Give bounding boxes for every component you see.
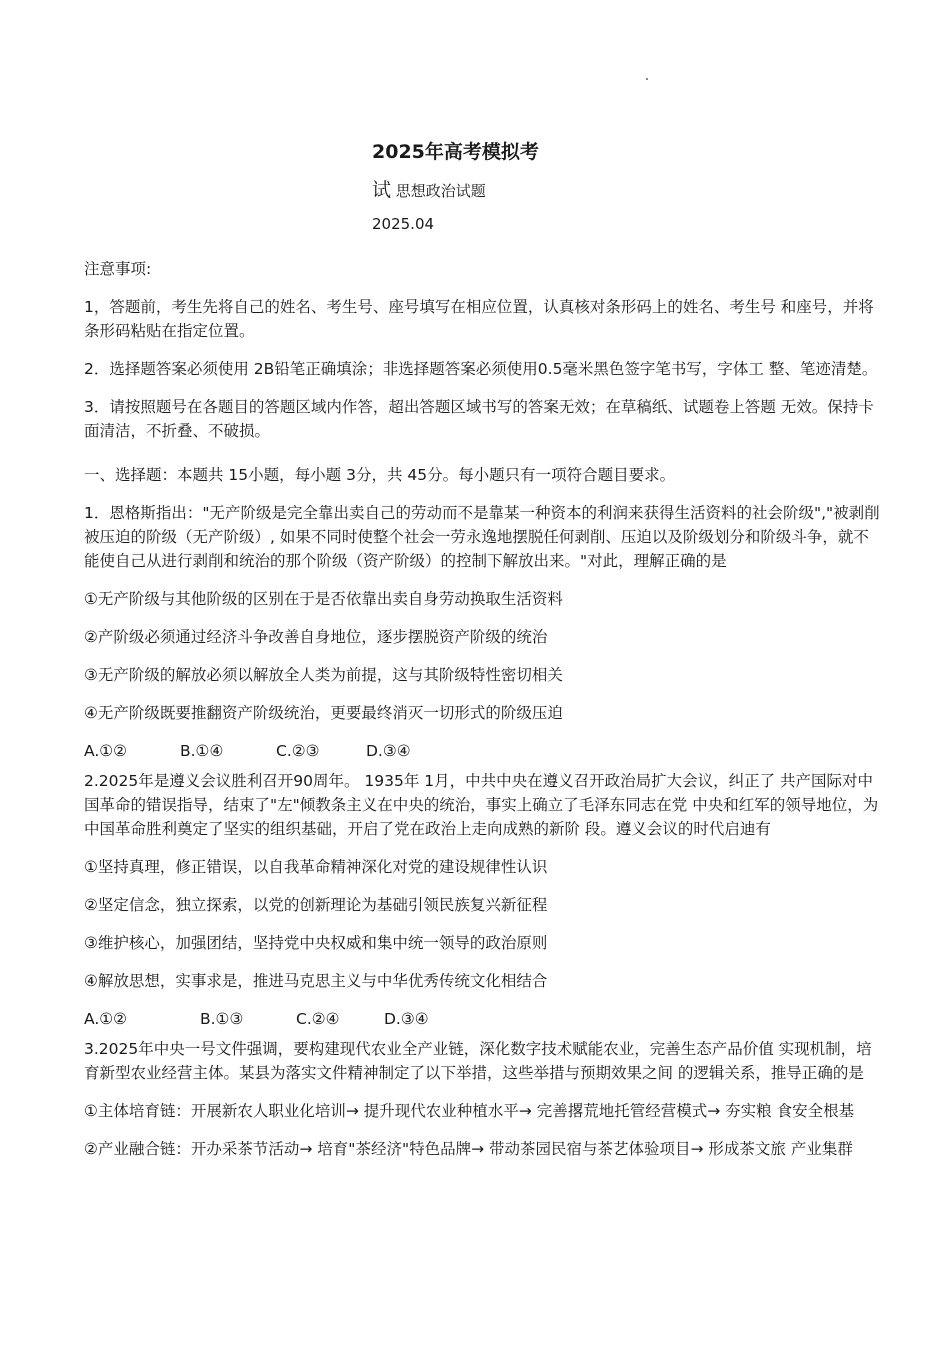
question-1-option-1: ①无产阶级与其他阶级的区别在于是否依靠出卖自身劳动换取生活资料 <box>84 590 563 608</box>
question-2-option-1: ①坚持真理，修正错误，以自我革命精神深化对党的建设规律性认识 <box>84 858 548 876</box>
choice-c: C.②③ <box>276 742 320 760</box>
notice-heading: 注意事项: <box>84 260 152 278</box>
question-3-stem: 3.2025年中央一号文件强调，要构建现代农业全产业链，深化数字技术赋能农业，完善生态产品价值 实现机制，培育新型农业经营主体。某县为落实文件精神制定了以下举措，这些举措与预期效果之间 的逻辑关系，推导正确的是 <box>84 1040 872 1082</box>
document-body <box>84 257 884 1175</box>
question-1-choices <box>84 739 884 763</box>
title-block <box>372 138 539 235</box>
page-title: 2025年高考模拟考 <box>372 141 539 163</box>
question-2-stem: 2.2025年是遵义会议胜利召开90周年。 1935年 1月，中共中央在遵义召开政治局扩大会议，纠正了 共产国际对中国革命的错误指导，结束了"左"倾教条主义在中央的统治，事实上确立了毛泽东同志在党 中央和红军的领导地位，为中国革命胜利奠定了坚实的组织基础，开启了党在政治上走向成熟的新阶 段。遵义会议的时代启迪有 <box>84 772 879 838</box>
section-heading: 一、选择题：本题共 15小题，每小题 3分，共 45分。每小题只有一项符合题目要求。 <box>84 466 676 484</box>
subtitle-char: 试 <box>372 179 392 201</box>
question-1-option-4: ④无产阶级既要推翻资产阶级统治，更要最终消灭一切形式的阶级压迫 <box>84 704 563 722</box>
exam-date: 2025.04 <box>372 215 435 233</box>
question-3-option-2: ②产业融合链：开办采茶节活动→ 培育"茶经济"特色品牌→ 带动茶园民宿与茶艺体验项目→ 形成茶文旅 产业集群 <box>84 1140 853 1158</box>
question-1-option-2: ②产阶级必须通过经济斗争改善自身地位，逐步摆脱资产阶级的统治 <box>84 628 548 646</box>
choice-c: C.②④ <box>296 1010 340 1028</box>
question-2-option-2: ②坚定信念，独立探索，以党的创新理论为基础引领民族复兴新征程 <box>84 896 548 914</box>
question-2-option-4: ④解放思想，实事求是，推进马克思主义与中华优秀传统文化相结合 <box>84 972 548 990</box>
scan-dot <box>646 78 648 80</box>
choice-b: B.①④ <box>180 742 224 760</box>
question-2-choices <box>84 1007 884 1031</box>
choice-a: A.①② <box>84 742 128 760</box>
question-1-stem: 1．恩格斯指出："无产阶级是完全靠出卖自己的劳动而不是靠某一种资本的利润来获得生活资料的社会阶级","被剥削被压迫的阶级（无产阶级）, 如果不同时使整个社会一劳永逸地摆脱任何剥削、压迫以及阶级划分和阶级斗争，就不能使自己从进行剥削和统治的那个阶级（资产阶级）的控制下解放出来。"对此，理解正确的是 <box>84 504 880 570</box>
notice-item-3: 3．请按照题号在各题目的答题区域内作答，超出答题区域书写的答案无效；在草稿纸、试题卷上答题 无效。保持卡面清洁，不折叠、不破损。 <box>84 398 874 440</box>
question-1-option-3: ③无产阶级的解放必须以解放全人类为前提，这与其阶级特性密切相关 <box>84 666 563 684</box>
notice-item-2: 2．选择题答案必须使用 2B铅笔正确填涂；非选择题答案必须使用0.5毫米黑色签字笔书写，字体工 整、笔迹清楚。 <box>84 360 878 378</box>
choice-d: D.③④ <box>384 1010 429 1028</box>
question-3-option-1: ①主体培育链：开展新农人职业化培训→ 提升现代农业种植水平→ 完善撂荒地托管经营模式→ 夯实粮 食安全根基 <box>84 1102 855 1120</box>
subtitle <box>372 178 539 203</box>
question-2-option-3: ③维护核心，加强团结，坚持党中央权威和集中统一领导的政治原则 <box>84 934 548 952</box>
choice-a: A.①② <box>84 1010 128 1028</box>
subtitle-text: 思想政治试题 <box>395 182 486 200</box>
notice-item-1: 1，答题前，考生先将自己的姓名、考生号、座号填写在相应位置，认真核对条形码上的姓名、考生号 和座号，并将条形码粘贴在指定位置。 <box>84 298 874 340</box>
choice-d: D.③④ <box>366 742 411 760</box>
choice-b: B.①③ <box>200 1010 244 1028</box>
